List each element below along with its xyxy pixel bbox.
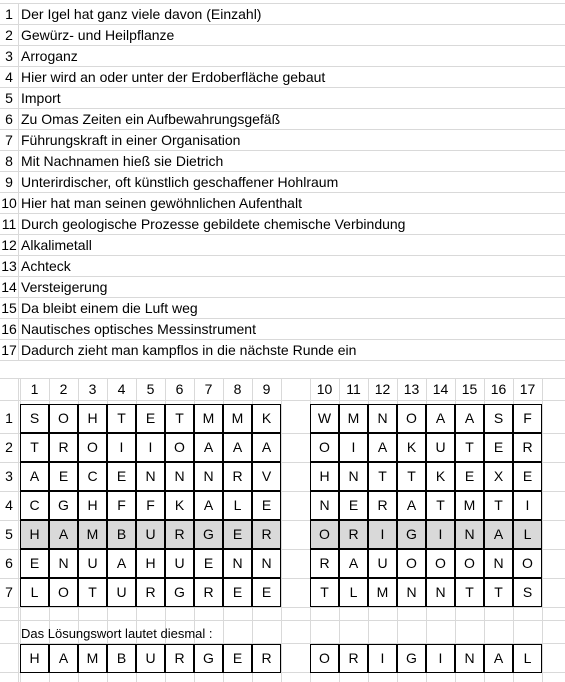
grid-cell[interactable]: R — [223, 462, 252, 491]
grid-cell[interactable]: F — [136, 491, 165, 520]
grid-cell[interactable]: N — [223, 549, 252, 578]
solution-cell[interactable]: R — [252, 644, 281, 673]
grid-cell[interactable]: O — [513, 549, 542, 578]
grid-cell[interactable]: T — [368, 462, 397, 491]
solution-cell[interactable]: O — [310, 644, 339, 673]
grid-cell[interactable]: G — [397, 520, 426, 549]
grid-cell[interactable]: T — [455, 433, 484, 462]
column-header: 14 — [432, 381, 449, 397]
grid-cell[interactable]: I — [513, 491, 542, 520]
solution-cell[interactable]: I — [426, 644, 455, 673]
grid-cell[interactable]: A — [252, 433, 281, 462]
clue-text[interactable]: Arroganz — [21, 48, 78, 64]
grid-cell[interactable]: R — [49, 433, 78, 462]
grid-cell[interactable]: R — [252, 520, 281, 549]
grid-cell[interactable]: E — [455, 462, 484, 491]
clue-text[interactable]: Dadurch zieht man kampflos in die nächste Runde ein — [21, 342, 357, 358]
grid-cell[interactable]: U — [107, 578, 136, 607]
clue-number: 6 — [5, 111, 13, 127]
grid-cell[interactable]: S — [20, 404, 49, 433]
grid-cell[interactable]: O — [78, 433, 107, 462]
grid-cell[interactable]: T — [165, 404, 194, 433]
column-header: 11 — [346, 381, 361, 397]
grid-cell[interactable]: R — [339, 520, 368, 549]
gridline — [18, 378, 19, 682]
grid-cell[interactable]: E — [223, 578, 252, 607]
grid-cell[interactable]: G — [49, 491, 78, 520]
grid-cell[interactable]: X — [484, 462, 513, 491]
grid-cell[interactable]: R — [310, 549, 339, 578]
grid-cell[interactable]: H — [78, 491, 107, 520]
grid-cell[interactable]: N — [252, 549, 281, 578]
grid-cell[interactable]: N — [136, 462, 165, 491]
grid-cell[interactable]: R — [194, 578, 223, 607]
grid-cell[interactable]: T — [455, 578, 484, 607]
clue-text[interactable]: Gewürz- und Heilpflanze — [21, 27, 175, 43]
grid-cell[interactable]: K — [397, 433, 426, 462]
clue-number: 17 — [1, 342, 17, 358]
clue-row — [0, 151, 565, 172]
grid-cell[interactable]: N — [194, 462, 223, 491]
clue-number: 10 — [1, 195, 17, 211]
grid-cell[interactable]: I — [136, 433, 165, 462]
clue-number: 15 — [1, 300, 17, 316]
column-divider — [18, 340, 19, 361]
column-divider — [18, 319, 19, 340]
clue-number: 8 — [5, 153, 13, 169]
clue-number: 4 — [5, 69, 13, 85]
column-divider — [18, 298, 19, 319]
grid-cell[interactable]: I — [339, 433, 368, 462]
column-header: 5 — [146, 381, 155, 397]
grid-cell[interactable]: O — [49, 404, 78, 433]
grid-cell[interactable]: A — [49, 520, 78, 549]
clue-text[interactable]: Unterirdischer, oft künstlich geschaffener Hohlraum — [21, 174, 339, 190]
column-divider — [18, 130, 19, 151]
clue-number: 13 — [1, 258, 17, 274]
solution-cell[interactable]: E — [223, 644, 252, 673]
grid-cell[interactable]: U — [165, 549, 194, 578]
grid-cell[interactable]: E — [252, 491, 281, 520]
grid-cell[interactable]: A — [426, 404, 455, 433]
grid-cell[interactable]: C — [78, 462, 107, 491]
grid-cell[interactable]: B — [107, 520, 136, 549]
column-header: 13 — [403, 381, 420, 397]
grid-cell[interactable]: T — [20, 433, 49, 462]
grid-cell[interactable]: T — [310, 578, 339, 607]
grid-cell[interactable]: A — [484, 520, 513, 549]
clue-row — [0, 130, 565, 151]
clue-text[interactable]: Alkalimetall — [21, 237, 92, 253]
column-header: 12 — [374, 381, 391, 397]
grid-cell[interactable]: O — [49, 578, 78, 607]
grid-cell[interactable]: T — [397, 462, 426, 491]
grid-cell[interactable]: T — [484, 578, 513, 607]
column-header: 2 — [59, 381, 68, 397]
gridline — [0, 400, 565, 401]
grid-cell[interactable]: O — [397, 404, 426, 433]
grid-cell[interactable]: M — [223, 404, 252, 433]
clue-text[interactable]: Da bleibt einem die Luft weg — [21, 300, 198, 316]
grid-cell[interactable]: L — [20, 578, 49, 607]
solution-cell[interactable]: R — [339, 644, 368, 673]
solution-cell[interactable]: B — [107, 644, 136, 673]
clue-text[interactable]: Zu Omas Zeiten ein Aufbewahrungsgefäß — [21, 111, 281, 127]
column-divider — [18, 256, 19, 277]
clue-row — [0, 88, 565, 109]
grid-cell[interactable]: A — [107, 549, 136, 578]
clue-text[interactable]: Achteck — [21, 258, 71, 274]
grid-cell[interactable]: T — [484, 491, 513, 520]
grid-cell[interactable]: E — [513, 462, 542, 491]
column-divider — [18, 214, 19, 235]
clue-text[interactable]: Mit Nachnamen hieß sie Dietrich — [21, 153, 224, 169]
solution-label: Das Lösungswort lautet diesmal : — [21, 626, 213, 641]
column-header: 17 — [519, 381, 536, 397]
clue-number: 5 — [5, 90, 13, 106]
grid-cell[interactable]: L — [223, 491, 252, 520]
clue-row — [0, 109, 565, 130]
grid-cell[interactable]: V — [252, 462, 281, 491]
grid-cell[interactable]: E — [252, 578, 281, 607]
grid-cell[interactable]: N — [165, 462, 194, 491]
column-header: 10 — [316, 381, 333, 397]
gridline — [0, 620, 565, 621]
solution-cell[interactable]: G — [194, 644, 223, 673]
clue-number: 14 — [1, 279, 17, 295]
grid-cell[interactable]: T — [426, 491, 455, 520]
grid-cell[interactable]: E — [136, 404, 165, 433]
clue-row — [0, 214, 565, 235]
clue-number: 11 — [1, 216, 17, 232]
clue-number: 7 — [5, 132, 13, 148]
grid-cell[interactable]: T — [107, 404, 136, 433]
solution-cell[interactable]: R — [165, 644, 194, 673]
grid-cell[interactable]: E — [49, 462, 78, 491]
grid-cell[interactable]: F — [513, 404, 542, 433]
grid-cell[interactable]: E — [484, 433, 513, 462]
row-header: 2 — [5, 439, 13, 455]
column-header: 1 — [30, 381, 39, 397]
grid-cell[interactable]: K — [165, 491, 194, 520]
column-header: 3 — [88, 381, 97, 397]
column-divider — [18, 25, 19, 46]
grid-cell[interactable]: I — [107, 433, 136, 462]
solution-cell[interactable]: M — [78, 644, 107, 673]
grid-cell[interactable]: E — [339, 491, 368, 520]
solution-cell[interactable]: H — [20, 644, 49, 673]
grid-cell[interactable]: M — [78, 520, 107, 549]
clue-row — [0, 256, 565, 277]
solution-cell[interactable]: G — [397, 644, 426, 673]
clue-number: 3 — [5, 48, 13, 64]
clue-text[interactable]: Der Igel hat ganz viele davon (Einzahl) — [21, 6, 262, 22]
column-header: 6 — [175, 381, 184, 397]
clue-number: 2 — [5, 27, 13, 43]
grid-cell[interactable]: H — [78, 404, 107, 433]
column-header: 7 — [204, 381, 213, 397]
grid-cell[interactable]: E — [20, 549, 49, 578]
grid-cell[interactable]: K — [426, 462, 455, 491]
solution-cell[interactable]: N — [455, 644, 484, 673]
grid-cell[interactable]: H — [136, 549, 165, 578]
column-divider — [18, 67, 19, 88]
grid-cell[interactable]: E — [223, 520, 252, 549]
grid-cell[interactable]: O — [310, 520, 339, 549]
clue-row — [0, 25, 565, 46]
grid-cell[interactable]: O — [455, 549, 484, 578]
clue-text[interactable]: Führungskraft in einer Organisation — [21, 132, 241, 148]
grid-cell[interactable]: R — [165, 520, 194, 549]
clue-row — [0, 193, 565, 214]
grid-cell[interactable]: F — [107, 491, 136, 520]
clue-row — [0, 172, 565, 193]
grid-cell[interactable]: N — [397, 578, 426, 607]
grid-cell[interactable]: A — [194, 491, 223, 520]
solution-cell[interactable]: L — [513, 644, 542, 673]
grid-cell[interactable]: M — [339, 404, 368, 433]
grid-cell[interactable]: O — [397, 549, 426, 578]
column-divider — [18, 172, 19, 193]
column-header: 15 — [461, 381, 478, 397]
grid-cell[interactable]: E — [107, 462, 136, 491]
clue-row — [0, 235, 565, 256]
grid-cell[interactable]: K — [252, 404, 281, 433]
grid-cell[interactable]: O — [426, 549, 455, 578]
clue-row — [0, 67, 565, 88]
grid-cell[interactable]: A — [20, 462, 49, 491]
grid-cell[interactable]: N — [368, 404, 397, 433]
grid-cell[interactable]: C — [20, 491, 49, 520]
clue-number: 9 — [5, 174, 13, 190]
row-header: 5 — [5, 526, 13, 542]
grid-cell[interactable]: H — [20, 520, 49, 549]
gridline — [281, 378, 282, 682]
clue-row — [0, 340, 565, 361]
grid-cell[interactable]: R — [136, 578, 165, 607]
grid-cell[interactable]: M — [194, 404, 223, 433]
clue-text[interactable]: Import — [21, 90, 61, 106]
grid-cell[interactable]: A — [339, 549, 368, 578]
row-header: 1 — [5, 410, 13, 426]
column-divider — [18, 151, 19, 172]
grid-cell[interactable]: N — [455, 520, 484, 549]
column-divider — [18, 235, 19, 256]
grid-cell[interactable]: N — [339, 462, 368, 491]
clue-number: 16 — [1, 321, 17, 337]
column-header: 4 — [117, 381, 126, 397]
clue-row — [0, 319, 565, 340]
grid-cell[interactable]: S — [513, 578, 542, 607]
grid-cell[interactable]: L — [339, 578, 368, 607]
clue-row — [0, 298, 565, 319]
gridline — [0, 607, 565, 608]
column-divider — [18, 109, 19, 130]
solution-cell[interactable]: I — [368, 644, 397, 673]
grid-cell[interactable]: U — [78, 549, 107, 578]
column-divider — [18, 46, 19, 67]
column-divider — [18, 193, 19, 214]
grid-cell[interactable]: A — [397, 491, 426, 520]
grid-cell[interactable]: A — [223, 433, 252, 462]
grid-cell[interactable]: T — [78, 578, 107, 607]
clue-text[interactable]: Durch geologische Prozesse gebildete chemische Verbindung — [21, 216, 406, 232]
grid-cell[interactable]: G — [165, 578, 194, 607]
grid-cell[interactable]: L — [513, 520, 542, 549]
grid-cell[interactable]: N — [426, 578, 455, 607]
clue-text[interactable]: Hier wird an oder unter der Erdoberfläche gebaut — [21, 69, 326, 85]
column-divider — [18, 277, 19, 298]
grid-cell[interactable]: R — [513, 433, 542, 462]
solution-cell[interactable]: A — [49, 644, 78, 673]
grid-cell[interactable]: M — [368, 578, 397, 607]
column-divider — [18, 88, 19, 109]
clue-row — [0, 277, 565, 298]
column-header: 8 — [233, 381, 242, 397]
row-header: 6 — [5, 555, 13, 571]
clue-number: 1 — [5, 6, 13, 22]
clue-row — [0, 4, 565, 25]
grid-cell[interactable]: U — [136, 520, 165, 549]
gridline — [542, 378, 543, 682]
clue-text[interactable]: Versteigerung — [21, 279, 108, 295]
grid-cell[interactable]: N — [49, 549, 78, 578]
column-header: 9 — [262, 381, 271, 397]
column-divider — [18, 4, 19, 25]
grid-cell[interactable]: W — [310, 404, 339, 433]
grid-cell[interactable]: M — [455, 491, 484, 520]
grid-cell[interactable]: O — [165, 433, 194, 462]
grid-cell[interactable]: I — [368, 520, 397, 549]
grid-cell[interactable]: U — [368, 549, 397, 578]
clue-row — [0, 46, 565, 67]
grid-cell[interactable]: E — [194, 549, 223, 578]
clue-text[interactable]: Nautisches optisches Messinstrument — [21, 321, 256, 337]
grid-cell[interactable]: A — [194, 433, 223, 462]
grid-cell[interactable]: N — [484, 549, 513, 578]
grid-cell[interactable]: A — [368, 433, 397, 462]
grid-cell[interactable]: G — [194, 520, 223, 549]
grid-cell[interactable]: S — [484, 404, 513, 433]
grid-cell[interactable]: A — [455, 404, 484, 433]
grid-cell[interactable]: H — [310, 462, 339, 491]
grid-cell[interactable]: N — [310, 491, 339, 520]
row-header: 4 — [5, 497, 13, 513]
grid-cell[interactable]: R — [368, 491, 397, 520]
row-header: 7 — [5, 584, 13, 600]
row-header: 3 — [5, 468, 13, 484]
solution-cell[interactable]: U — [136, 644, 165, 673]
grid-cell[interactable]: O — [310, 433, 339, 462]
clue-text[interactable]: Hier hat man seinen gewöhnlichen Aufenthalt — [21, 195, 302, 211]
solution-cell[interactable]: A — [484, 644, 513, 673]
clue-number: 12 — [1, 237, 17, 253]
grid-cell[interactable]: I — [426, 520, 455, 549]
column-header: 16 — [490, 381, 507, 397]
grid-cell[interactable]: U — [426, 433, 455, 462]
